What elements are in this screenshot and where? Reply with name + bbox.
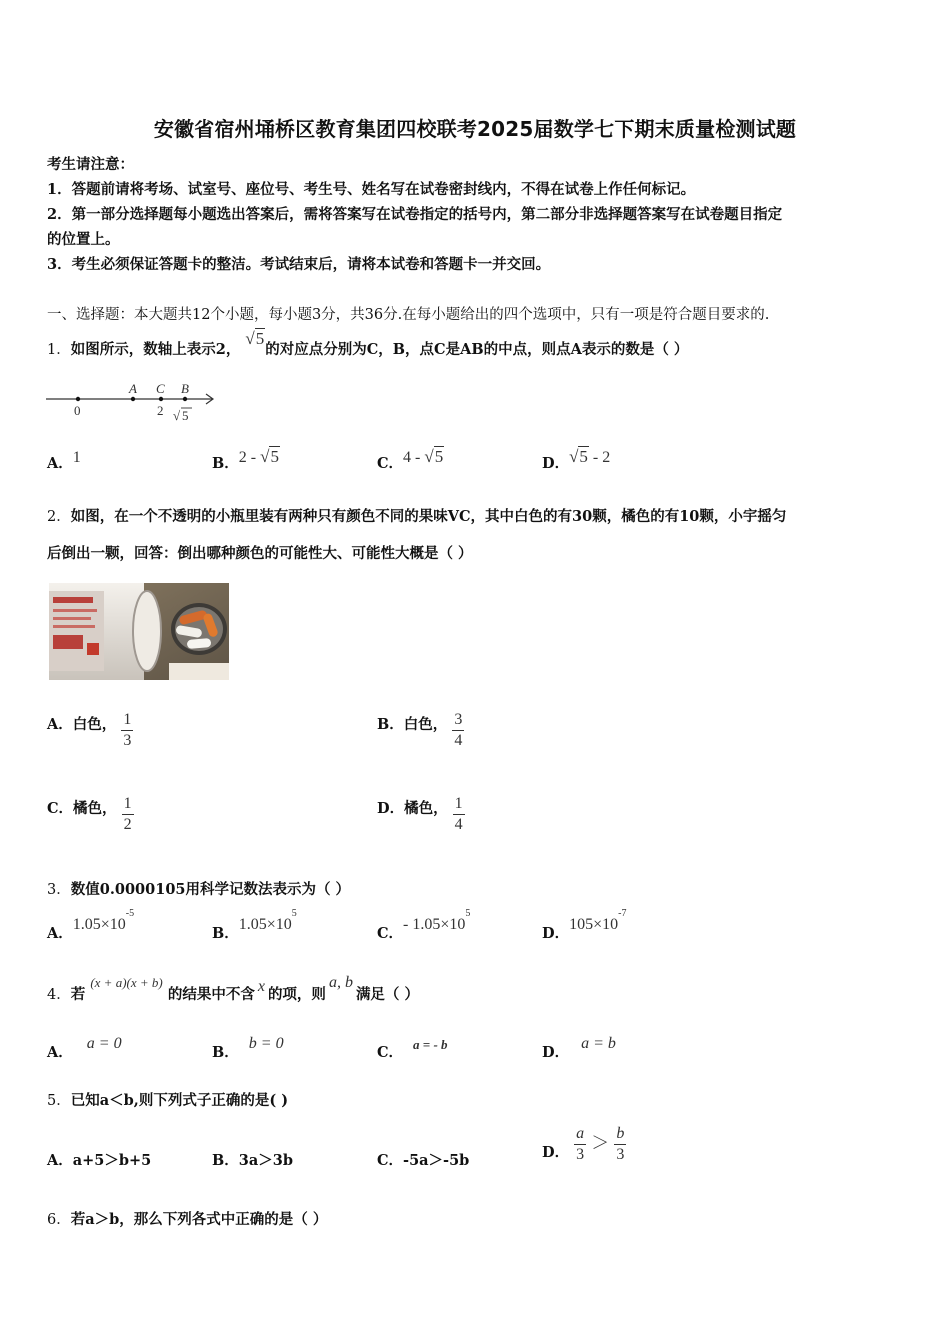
tick-sqrt-symbol: √: [173, 408, 181, 423]
notice-item: 1．答题前请将考场、试室号、座位号、考生号、姓名写在试卷密封线内，不得在试卷上作任何标记。: [47, 181, 696, 198]
q1-option-a[interactable]: A．1: [47, 449, 81, 472]
q4-option-d[interactable]: D．a = b: [542, 1035, 616, 1061]
notice-item: 的位置上。: [47, 231, 120, 248]
q5-option-c[interactable]: C．-5a＞-5b: [377, 1152, 470, 1169]
q2-option-a[interactable]: A．白色， $\frac{1}{3}$: [47, 711, 132, 749]
notice-item: 3．考生必须保证答题卡的整洁。考试结束后，请将本试卷和答题卡一并交回。: [47, 256, 551, 273]
q3-option-c[interactable]: C．- $1.05\times 10^5$: [377, 908, 471, 942]
question-number: 5．: [47, 1093, 71, 1109]
vitamin-bottle-photo: [49, 583, 229, 680]
number-line-figure: [44, 378, 224, 426]
q1-option-b[interactable]: B．2 - √5: [212, 447, 279, 472]
q2-option-c[interactable]: C．橘色， $\frac{1}{2}$: [47, 795, 132, 833]
q1-option-d[interactable]: D．√5 - 2: [542, 447, 611, 472]
point-origin: [76, 397, 80, 401]
sqrt-expression: √5: [245, 329, 265, 348]
q3-option-a[interactable]: A．$1.05\times 10^{-5}$: [47, 908, 135, 942]
question-number: 6．: [47, 1212, 71, 1228]
question-4: 4．若 $^{(x + a)(x + b)}$ 的结果中不含 x 的项，则a, b满足（ ）: [47, 974, 419, 1003]
question-number: 2．: [47, 509, 71, 525]
q1-option-c[interactable]: C．4 - √5: [377, 447, 444, 472]
q4-option-a[interactable]: A．a = 0: [47, 1035, 122, 1061]
q3-option-b[interactable]: B．$1.05\times 10^5$: [212, 908, 297, 942]
question-2-line2: 后倒出一颗，回答：倒出哪种颜色的可能性大、可能性大概是（ ）: [47, 545, 473, 562]
notice-heading: 考生请注意：: [47, 156, 134, 173]
q5-option-b[interactable]: B．3a＞3b: [212, 1152, 293, 1169]
notice-item: 2．第一部分选择题每小题选出答案后，需将答案写在试卷指定的括号内，第二部分非选择题答案写在试卷题目指定: [47, 206, 783, 223]
question-3: 3．数值0.0000105用科学记数法表示为（ ）: [47, 881, 351, 898]
section-heading: 一、选择题：本大题共12个小题，每小题3分，共36分.在每小题给出的四个选项中，只有一项是符合题目要求的.: [47, 307, 770, 323]
q5-option-a[interactable]: A．a+5＞b+5: [47, 1152, 152, 1169]
label-b: B: [181, 381, 189, 396]
q3-option-d[interactable]: D．$105\times 10^{-7}$: [542, 908, 627, 942]
question-2-line1: 2．如图，在一个不透明的小瓶里装有两种只有颜色不同的果味VC，其中白色的有30颗，橘色的有10颗，小宇摇匀: [47, 508, 787, 525]
question-text: 如图所示，数轴上表示2，: [70, 341, 241, 358]
question-text: 的对应点分别为C，B，点C是AB的中点，则点A表示的数是（ ）: [265, 341, 689, 358]
question-1: [47, 329, 689, 359]
tick-2: 2: [157, 403, 164, 418]
q4-option-c[interactable]: C． $^{a = - b}$: [377, 1037, 448, 1061]
tick-sqrt5: 5: [182, 408, 189, 423]
question-5: 5．已知a＜b,则下列式子正确的是( ): [47, 1092, 289, 1109]
q2-option-d[interactable]: D．橘色， $\frac{1}{4}$: [377, 795, 463, 833]
q5-option-d[interactable]: D． $\frac{a}{3}$ ＞ $\frac{b}{3}$: [542, 1125, 625, 1163]
q2-option-b[interactable]: B．白色， $\frac{3}{4}$: [377, 711, 463, 749]
question-6: 6．若a＞b，那么下列各式中正确的是（ ）: [47, 1211, 328, 1228]
label-c: C: [156, 381, 165, 396]
label-a: A: [129, 381, 137, 396]
question-number: 1．: [47, 342, 71, 358]
page-title: 安徽省宿州埇桥区教育集团四校联考2025届数学七下期末质量检测试题: [153, 117, 797, 141]
tick-0: 0: [74, 403, 81, 418]
question-number: 3．: [47, 882, 71, 898]
question-number: 4．: [47, 987, 71, 1003]
point-c: [159, 397, 163, 401]
point-b: [183, 397, 187, 401]
point-a: [131, 397, 135, 401]
q4-option-b[interactable]: B．b = 0: [212, 1035, 284, 1061]
